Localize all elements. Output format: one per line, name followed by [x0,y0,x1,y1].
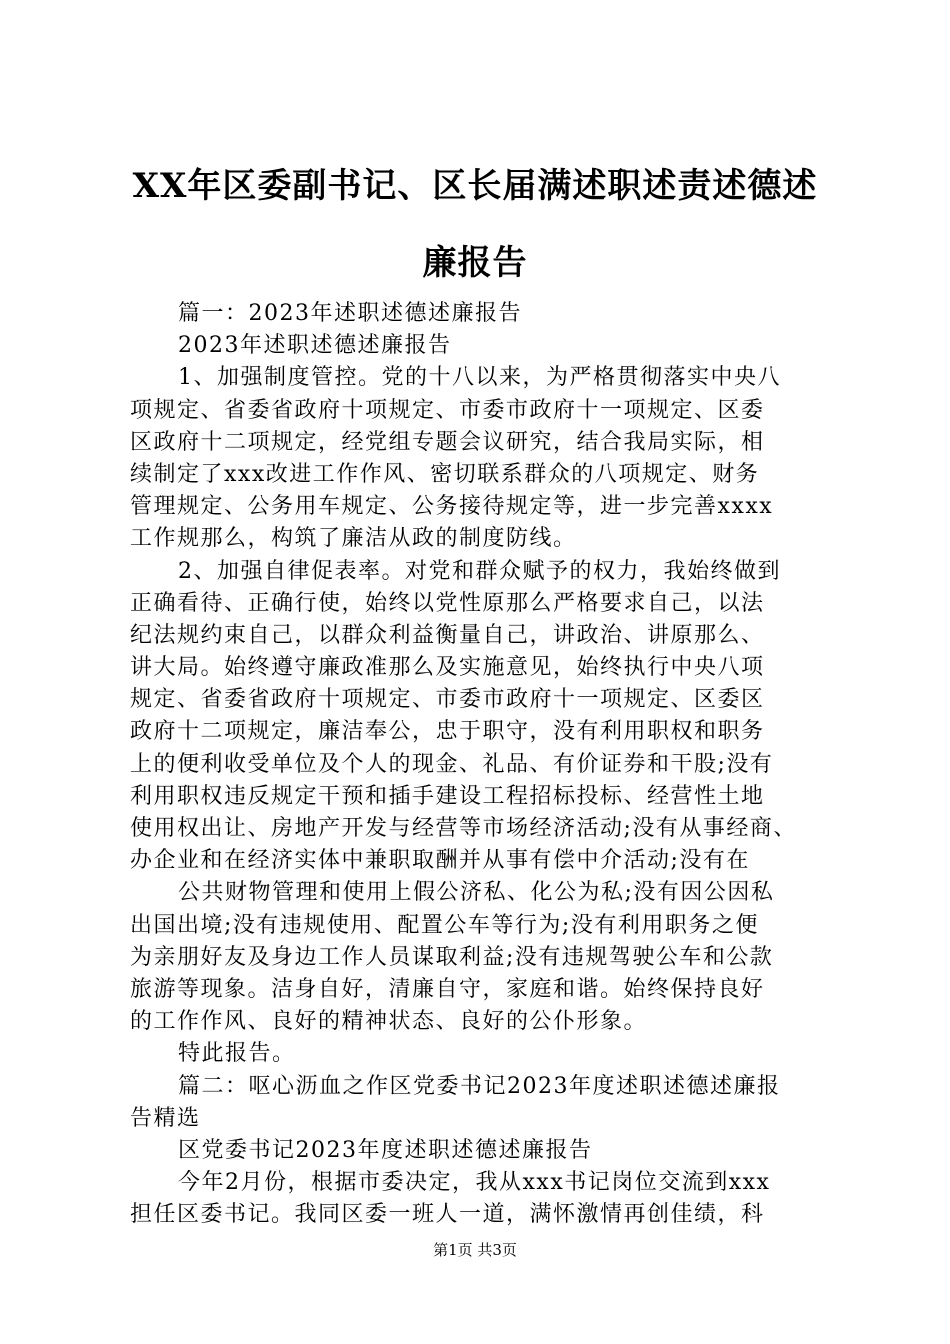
paragraph-line: 2、加强自律促表率。对党和群众赋予的权力，我始终做到 [178,558,781,584]
paragraph-line: 政府十二项规定，廉洁奉公，忠于职守，没有利用职权和职务 [130,719,765,745]
paragraph-line: 上的便利收受单位及个人的现金、礼品、有价证券和干股;没有 [130,751,774,777]
paragraph-line: 纪法规约束自己，以群众利益衡量自己，讲政治、讲原那么、 [130,622,765,648]
section-heading-1: 篇一：2023年述职述德述廉报告 [178,301,522,326]
paragraph-line: 项规定、省委省政府十项规定、市委市政府十一项规定、区委 [130,397,765,423]
document-title-line-1: XX年区委副书记、区长届满述职述责述德述 [132,166,818,206]
paragraph-line: 的工作作风、良好的精神状态、良好的公仆形象。 [130,1009,648,1035]
paragraph-line: 工作规那么，构筑了廉洁从政的制度防线。 [130,526,577,552]
paragraph-line: 1、加强制度管控。党的十八以来，为严格贯彻落实中央八 [178,365,781,391]
page-number-footer: 第1页 共3页 [433,1241,517,1259]
paragraph-line: 公共财物管理和使用上假公济私、化公为私;没有因公因私 [178,880,775,906]
paragraph-line: 讲大局。始终遵守廉政准那么及实施意见，始终执行中央八项 [130,655,765,681]
paragraph-line: 正确看待、正确行使，始终以党性原那么严格要求自己，以法 [130,590,765,616]
paragraph-line: 区政府十二项规定，经党组专题会议研究，结合我局实际，相 [130,429,765,455]
section-heading-2-continued: 告精选 [130,1105,201,1131]
document-body [130,298,830,1231]
paragraph-line: 利用职权违反规定干预和插手建设工程招标投标、经营性土地 [130,783,765,809]
paragraph-line: 使用权出让、房地产开发与经营等市场经济活动;没有从事经商、 [130,816,797,841]
paragraph-line: 规定、省委省政府十项规定、市委市政府十一项规定、区委区 [130,687,765,713]
paragraph-line: 为亲朋好友及身边工作人员谋取利益;没有违规驾驶公车和公款 [130,944,774,970]
section-heading-2: 篇二：呕心沥血之作区党委书记2023年度述职述德述廉报 [178,1073,781,1099]
paragraph-line: 担任区委书记。我同区委一班人一道，满怀激情再创佳绩，科 [130,1202,765,1228]
paragraph-line: 管理规定、公务用车规定、公务接待规定等，进一步完善xxxx [130,494,774,520]
paragraph-line: 办企业和在经济实体中兼职取酬并从事有偿中介活动;没有在 [130,848,750,874]
document-title-line-2: 廉报告 [422,243,528,283]
paragraph-line: 续制定了xxx改进工作作风、密切联系群众的八项规定、财务 [130,461,760,487]
paragraph-line: 旅游等现象。洁身自好，清廉自守，家庭和谐。始终保持良好 [130,976,765,1002]
closing-line: 特此报告。 [178,1041,296,1067]
section-subtitle-2: 区党委书记2023年度述职述德述廉报告 [178,1137,593,1163]
paragraph-line: 出国出境;没有违规使用、配置公车等行为;没有利用职务之便 [130,912,759,938]
paragraph-line: 今年2月份，根据市委决定，我从xxx书记岗位交流到xxx [178,1170,771,1196]
section-subtitle-1: 2023年述职述德述廉报告 [178,333,452,359]
